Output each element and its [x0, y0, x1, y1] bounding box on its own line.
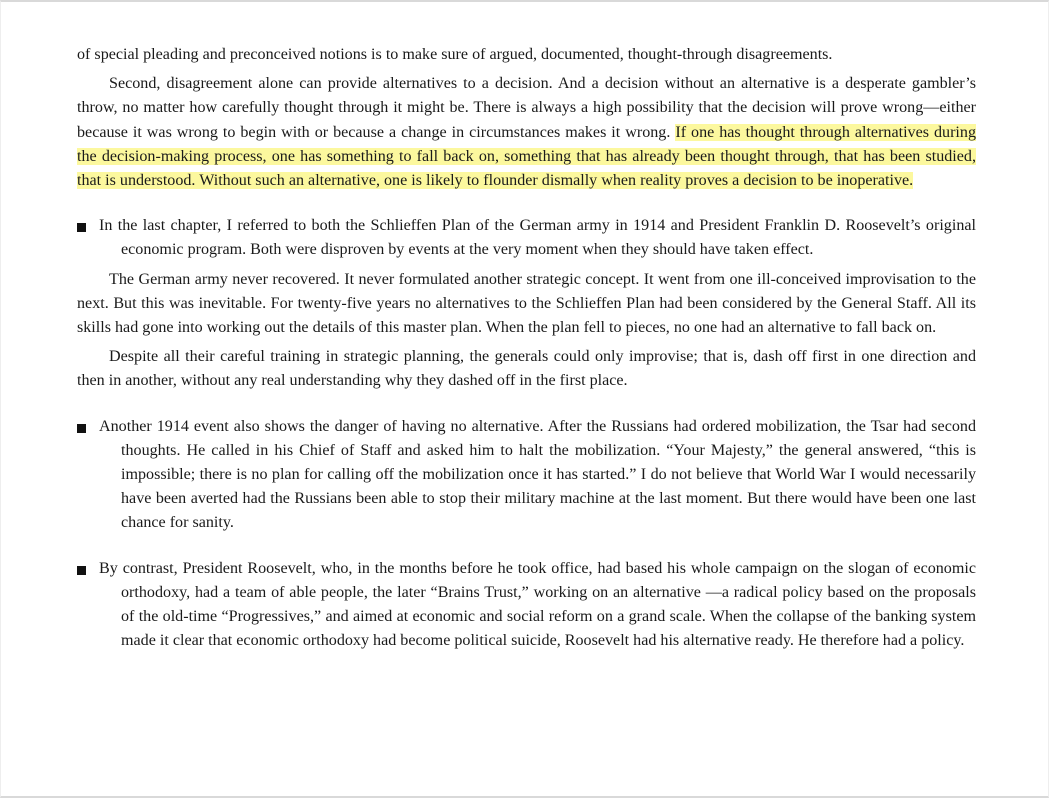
- paragraph-continuation: of special pleading and preconceived notions is to make sure of argued, documented, thought-through disagreements.: [77, 46, 833, 63]
- bullet-text: By contrast, President Roosevelt, who, in the months before he took office, had based his whole campaign on the slogan of economic orthodoxy, had a team of able people, the later “Brains Trust,” working on an alternative —a radical policy based on the proposals of the old-time “Progressives,” and aimed at economic and social reform on a grand scale. When the collapse of the banking system made it clear that economic orthodoxy had become political suicide, Roosevelt had his alternative ready. He therefore had a policy.: [99, 559, 976, 650]
- bullet-item-schlieffen: [77, 214, 976, 262]
- bullet-text: Another 1914 event also shows the danger of having no alternative. After the Russians had ordered mobilization, the Tsar had second thoughts. He called in his Chief of Staff and asked him to halt the mobilization. “Your Majesty,” the general answered, “this is impossible; there is no plan for calling off the mobilization once it has started.” I do not believe that World War I would necessarily have been averted had the Russians been able to stop their military machine at the last moment. But there would have been one last chance for sanity.: [99, 417, 976, 532]
- highlighted-passage[interactable]: If one has thought through alternatives during the decision-making process, one has something to fall back on, something that has already been thought through, that has been studied, that is understood. Without such an alternative, one is likely to flounder dismally when reality proves a decision to be inoperative.: [77, 123, 976, 190]
- paragraph-alternatives: [77, 72, 976, 193]
- square-bullet-icon: [77, 566, 86, 575]
- paragraph-generals: Despite all their careful training in strategic planning, the generals could only improvise; that is, dash off first in one direction and then in another, without any real understanding why they dashed off in the first place.: [77, 348, 976, 390]
- square-bullet-icon: [77, 424, 86, 433]
- paragraph-german-army: The German army never recovered. It never formulated another strategic concept. It went from one ill-conceived improvisation to the next. But this was inevitable. For twenty-five years no alternatives to the Schlieffen Plan had been considered by the General Staff. All its skills had gone into working out the details of this master plan. When the plan fell to pieces, no one had an alternative to fall back on.: [77, 270, 976, 337]
- square-bullet-icon: [77, 223, 86, 232]
- bullet-item-tsar: [77, 415, 976, 536]
- bullet-item-roosevelt: [77, 557, 976, 654]
- bullet-text: In the last chapter, I referred to both the Schlieffen Plan of the German army in 1914 and President Franklin D. Roosevelt’s original economic program. Both were disproven by events at the very moment when they should have taken effect.: [99, 217, 976, 259]
- paragraph-text: Second, disagreement alone can provide alternatives to a decision. And a decision without an alternative is a desperate gambler’s throw, no matter how carefully thought through it might be. There is always a high possibility that the decision will prove wrong—either because it was wrong to begin with or because a change in circumstances makes it wrong.: [77, 75, 976, 141]
- document-body: [77, 43, 976, 653]
